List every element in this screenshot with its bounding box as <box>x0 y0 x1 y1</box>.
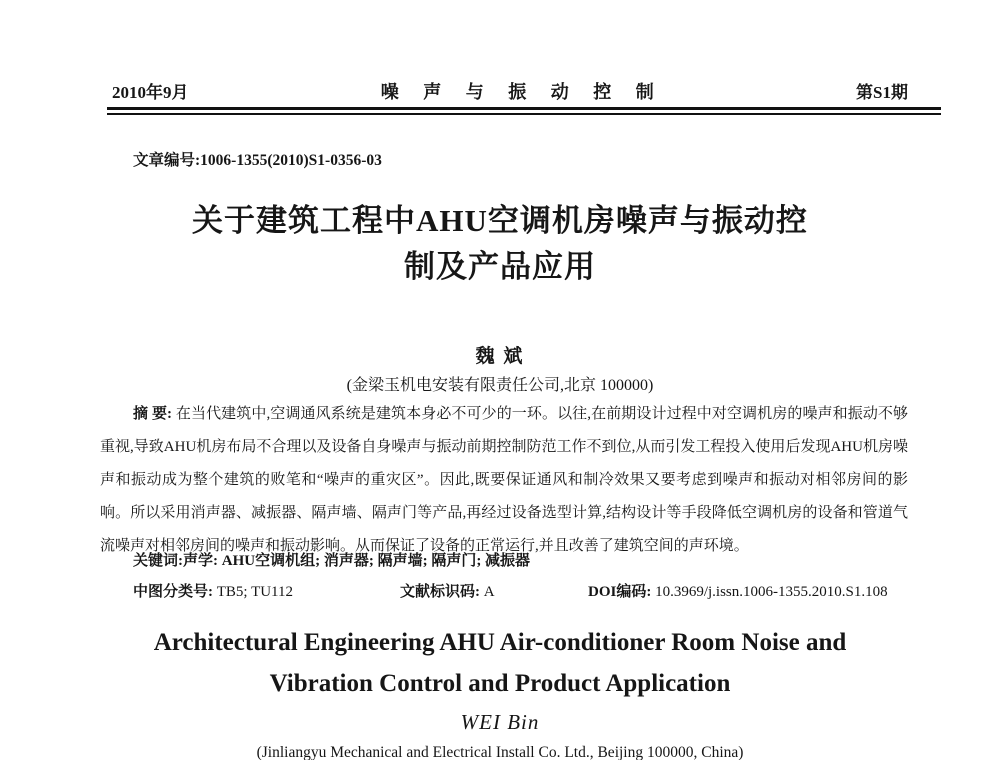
doc-code-label: 文献标识码: <box>400 584 480 600</box>
article-number-label: 文章编号: <box>133 152 201 169</box>
abstract-text: 在当代建筑中,空调通风系统是建筑本身必不可少的一环。以往,在前期设计过程中对空调机房的噪声和振动不够重视,导致AHU机房布局不合理以及设备自身噪声与振动前期控制防范工作不到位,从而引发工程投入使用后发现AHU机房噪声和振动成为整个建筑的败笔和“噪声的重灾区”。因此,既要保证通风和制冷效果又要考虑到噪声和振动对相邻房间的影响。所以采用消声器、减振器、隔声墙、隔声门等产品,再经过设备选型计算,结构设计等手段降低空调机房的设备和管道气流噪声对相邻房间的噪声和振动影响。从而保证了设备的正常运行,并且改善了建筑空间的声环境。 <box>100 406 909 554</box>
english-affiliation: (Jinliangyu Mechanical and Electrical Install Co. Ltd., Beijing 100000, China) <box>256 744 744 760</box>
article-number-line <box>133 148 382 170</box>
rule-bottom <box>107 113 941 115</box>
english-title <box>0 622 1000 704</box>
header-double-rule <box>107 107 941 115</box>
author-name: 魏 斌 <box>475 346 525 367</box>
journal-name: 噪 声 与 振 动 控 制 <box>380 82 664 102</box>
paper-title-line2: 制及产品应用 <box>404 249 596 284</box>
doi-value: 10.3969/j.issn.1006-1355.2010.S1.108 <box>655 584 888 600</box>
clc-segment <box>133 580 293 601</box>
author-affiliation: (金梁玉机电安装有限责任公司,北京 100000) <box>346 377 654 394</box>
paper-title <box>0 198 1000 290</box>
doc-code-value: A <box>483 584 495 600</box>
keywords-value: 声学: AHU空调机组; 消声器; 隔声墙; 隔声门; 减振器 <box>183 553 531 569</box>
abstract-label: 摘 要: <box>133 406 173 422</box>
journal-running-head <box>112 78 908 104</box>
keywords-line <box>133 549 530 570</box>
clc-value: TB5; TU112 <box>216 584 294 600</box>
article-number-value: 1006-1355(2010)S1-0356-03 <box>200 152 382 169</box>
keywords-label: 关键词: <box>133 553 183 569</box>
journal-date: 2010年9月 <box>112 83 189 102</box>
abstract-paragraph <box>100 398 908 563</box>
english-title-line2: Vibration Control and Product Application <box>269 670 731 697</box>
english-title-line1: Architectural Engineering AHU Air-conditioner Room Noise and <box>153 629 847 656</box>
english-author: WEI Bin <box>460 710 540 734</box>
journal-issue: 第S1期 <box>856 83 908 102</box>
paper-title-line1: 关于建筑工程中AHU空调机房噪声与振动控 <box>192 203 808 238</box>
doc-code-segment <box>400 580 495 601</box>
doi-label: DOI编码: <box>588 584 652 600</box>
doi-segment <box>588 580 888 601</box>
clc-label: 中图分类号: <box>133 584 213 600</box>
